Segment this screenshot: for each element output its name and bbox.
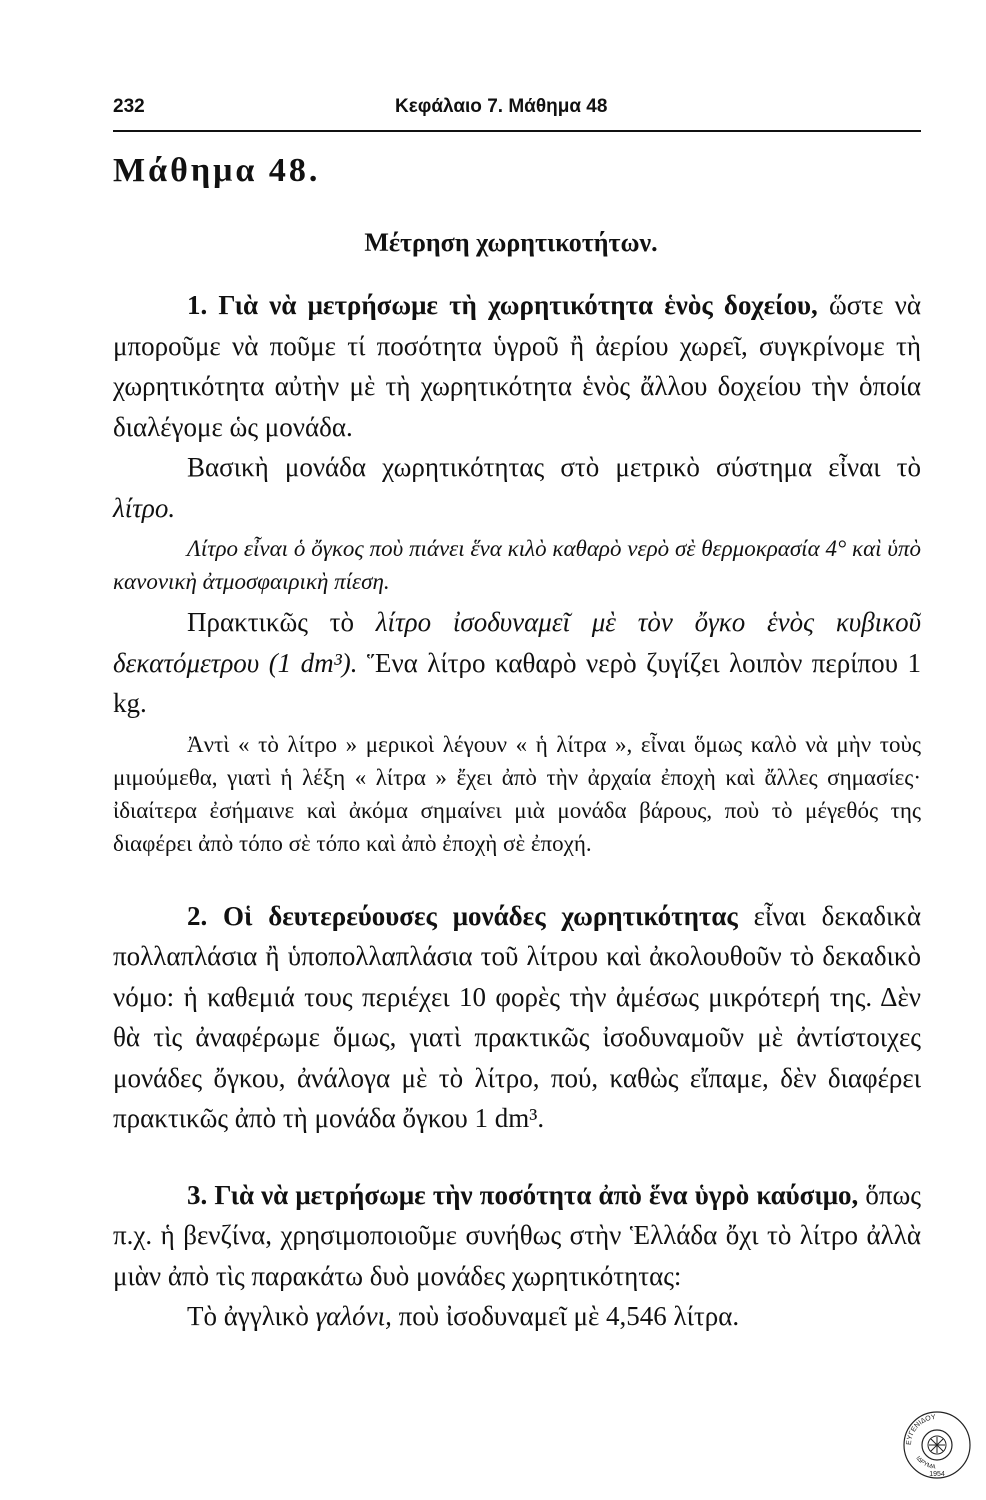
practical-paragraph [113, 602, 921, 724]
running-title: Κεφάλαιο 7. Μάθημα 48 [395, 96, 608, 117]
section-2-text: εἶναι δεκαδικὰ πολλαπλάσια ἢ ὑποπολλαπλάσια τοῦ λίτρου καὶ ἀκολουθοῦν τὸ δεκαδικὸ νόμο: ἡ καθεμιά τους περιέχει 10 φορὲς τὴν ἀμέσως μικρότερή της. Δὲν θὰ τὶς ἀναφέρωμε ὅμως, γιατὶ πρακτικῶς ἰσοδυναμοῦν μὲ ἀντίστοιχες μονάδες ὄγκου, ἀνάλογα μὲ τὸ λίτρο, πού, καθὼς εἴπαμε, δὲν διαφέρει πρακτικῶς ἀπὸ τὴ μονάδα ὄγκου 1 dm³. [113, 900, 921, 1133]
section-2-heading: 2. Οἱ δευτερεύουσες μονάδες χωρητικότητας [187, 900, 738, 931]
gallon-text-a: Τὸ ἀγγλικὸ [187, 1301, 316, 1331]
section-1-heading: 1. Γιὰ νὰ μετρήσωμε τὴ χωρητικότητα ἑνὸς δοχείου, [187, 290, 818, 320]
section-1-paragraph [113, 285, 921, 447]
lesson-title: Μάθημα 48. [113, 152, 321, 189]
seal-year: 1954 [929, 1471, 945, 1478]
foundation-seal-icon [902, 1410, 972, 1480]
seal-text-side: ΙΔΡΥΜΑ [914, 1455, 936, 1471]
base-unit-italic: λίτρο. [113, 492, 176, 523]
section-2-paragraph [113, 896, 921, 1139]
body-text [113, 285, 921, 1337]
section-3-text: ὅπως π.χ. ἡ βενζίνα, χρησιμοποιοῦμε συνήθως στὴν Ἑλλάδα ὄχι τὸ λίτρο ἀλλὰ μιὰν ἀπὸ τὶς παρακάτω δυὸ μονάδες χωρητικότητας: [113, 1179, 921, 1291]
litre-note: Ἀντὶ « τὸ λίτρο » μερικοὶ λέγουν « ἡ λίτρα », εἶναι ὅμως καλὸ νὰ μὴν τοὺς μιμούμεθα, γιατὶ ἡ λέξη « λίτρα » ἔχει ἀπὸ τὴν ἀρχαία ἐποχὴ καὶ ἄλλες σημασίες· ἰδιαίτερα ἐσήμαινε καὶ ἀκόμα σημαίνει μιὰ μονάδα βάρους, ποὺ τὸ μέγεθός της διαφέρει ἀπὸ τόπο σὲ τόπο καὶ ἀπὸ ἐποχὴ σὲ ἐποχή. [113, 731, 921, 856]
page-header [113, 90, 921, 132]
gallon-italic: γαλόνι, [315, 1301, 392, 1331]
seal-text-top: ΕΥΓΕΝΙΔΟΥ [905, 1413, 937, 1446]
practical-text-a: Πρακτικῶς τὸ [187, 607, 376, 637]
base-unit-text: Βασικὴ μονάδα χωρητικότητας στὸ μετρικὸ σύστημα εἶναι τὸ [187, 452, 921, 482]
gallon-text-b: ποὺ ἰσοδυναμεῖ μὲ 4,546 λίτρα. [391, 1301, 740, 1331]
lesson-subtitle: Μέτρηση χωρητικοτήτων. [364, 228, 658, 257]
litre-definition: Λίτρο εἶναι ὁ ὄγκος ποὺ πιάνει ἕνα κιλὸ καθαρὸ νερὸ σὲ θερμοκρασία 4° καὶ ὑπὸ κανονικὴ ἀτμοσφαιρικὴ πίεση. [113, 536, 921, 594]
practical-italic: λίτρο ἰσοδυναμεῖ μὲ τὸν ὄγκο ἑνὸς κυβικοῦ δεκατόμετρου (1 dm³). [113, 607, 921, 678]
section-1-text: ὥστε νὰ μποροῦμε νὰ ποῦμε τί ποσότητα ὑγροῦ ἢ ἀερίου χωρεῖ, συγκρίνομε τὴ χωρητικότητα αὐτὴν μὲ τὴ χωρητικότητα ἑνὸς ἄλλου δοχείου τὴν ὁποία διαλέγομε ὡς μονάδα. [113, 290, 921, 442]
section-3-paragraph [113, 1175, 921, 1297]
base-unit-paragraph [113, 447, 921, 528]
section-3-heading: 3. Γιὰ νὰ μετρήσωμε τὴν ποσότητα ἀπὸ ἕνα ὑγρὸ καύσιμο, [187, 1179, 859, 1210]
page-number: 232 [113, 96, 145, 117]
gallon-paragraph [113, 1296, 921, 1337]
practical-text-b: Ἕνα λίτρο καθαρὸ νερὸ ζυγίζει λοιπὸν περίπου 1 kg. [113, 647, 921, 718]
